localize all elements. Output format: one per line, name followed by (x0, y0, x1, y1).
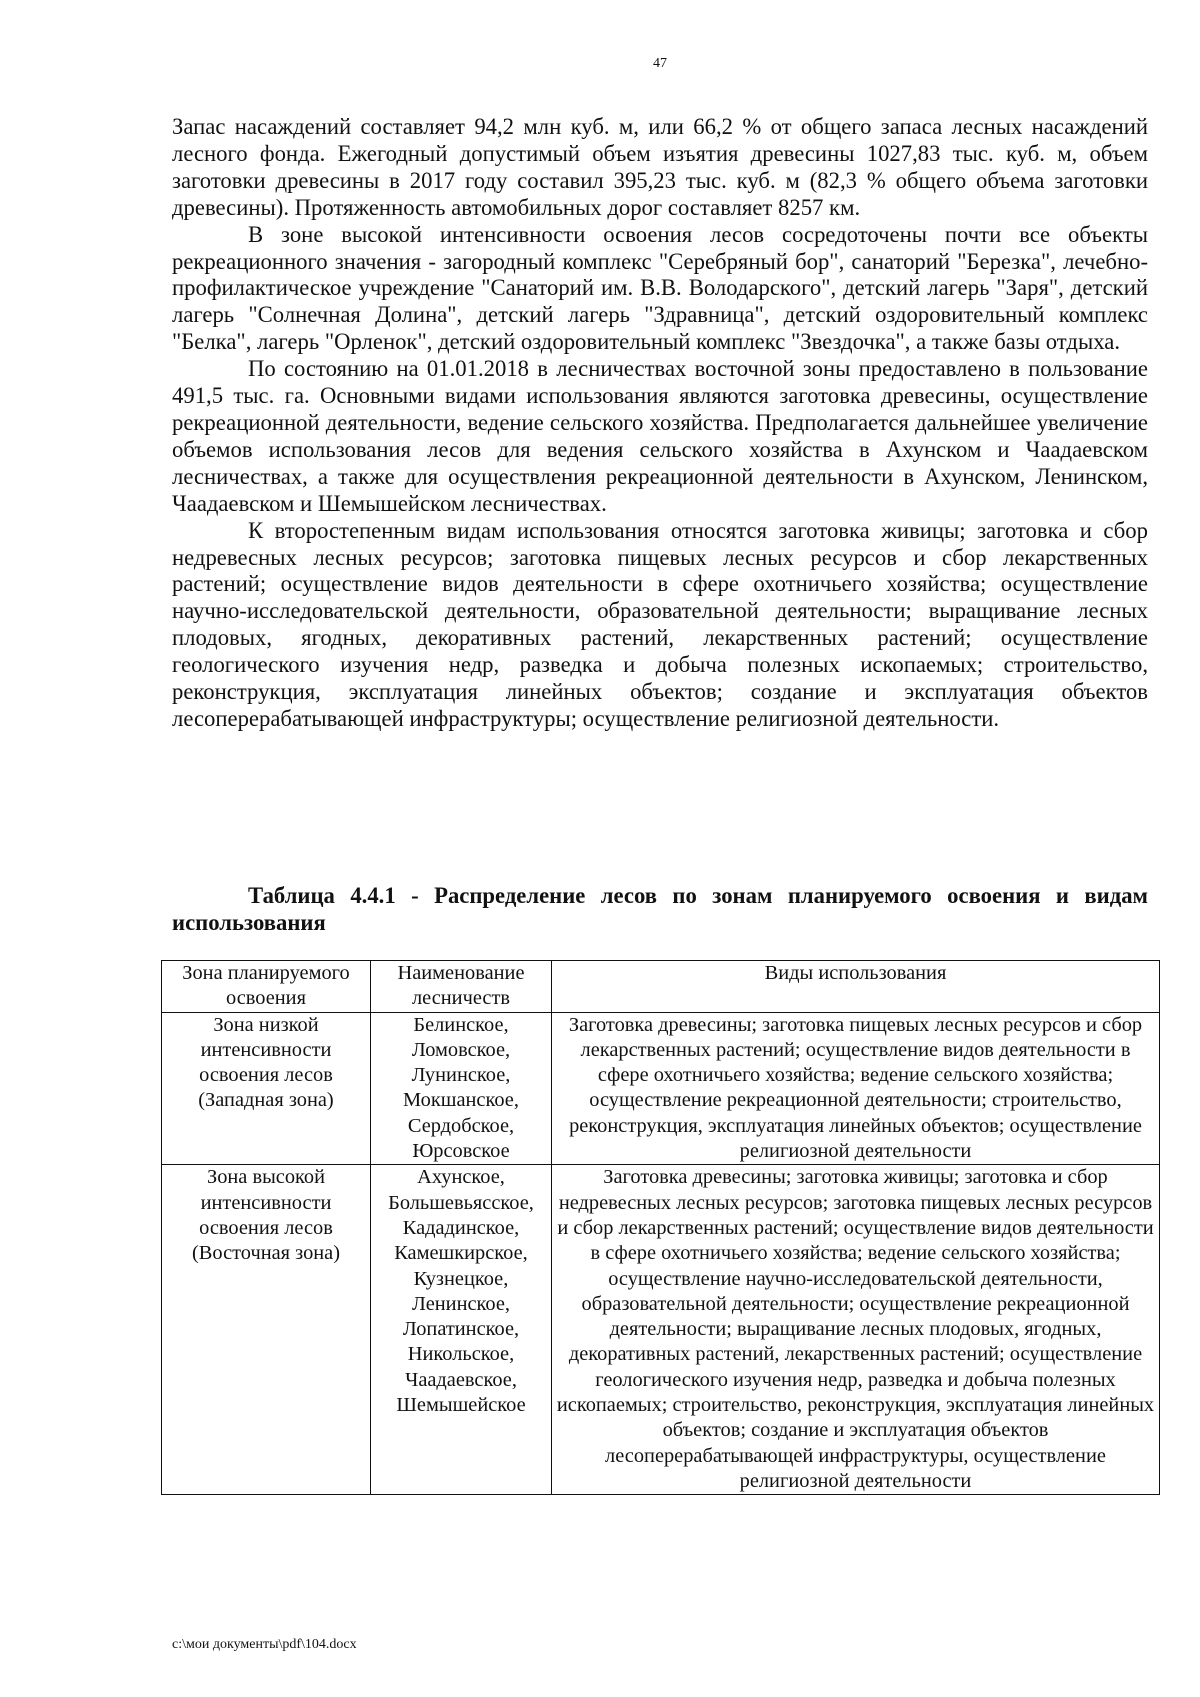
table-row (162, 1165, 1160, 1495)
cell-forestries: Ахунское, Большевьясское, Кададинское, Камешкирское, Кузнецкое, Ленинское, Лопатинское, Никольское, Чаадаевское, Шемышейское (371, 1165, 552, 1495)
cell-forestries: Белинское, Ломовское, Лунинское, Мокшанское, Сердобское, Юрсовское (371, 1012, 552, 1165)
cell-zone: Зона низкой интенсивности освоения лесов (Западная зона) (162, 1012, 371, 1165)
forest-zones-table (161, 960, 1160, 1495)
footer-file-path: c:\мои документы\pdf\104.docx (172, 1637, 357, 1652)
cell-uses: Заготовка древесины; заготовка пищевых лесных ресурсов и сбор лекарственных растений; осуществление видов деятельности в сфере охотничьего хозяйства; ведение сельского хозяйства; осуществление рекреационной деятельности; строительство, реконструкция, эксплуатация линейных объектов; осуществление религиозной деятельности (552, 1012, 1160, 1165)
body-text (172, 114, 1148, 733)
cell-zone: Зона высокой интенсивности освоения лесов (Восточная зона) (162, 1165, 371, 1495)
header-forestries: Наименование лесничеств (371, 961, 552, 1013)
table-caption: Таблица 4.4.1 - Распределение лесов по зонам планируемого освоения и видам использования (172, 883, 1148, 935)
table-row (162, 1012, 1160, 1165)
header-zone: Зона планируемого освоения (162, 961, 371, 1013)
table-header-row (162, 961, 1160, 1013)
paragraph-secondary-uses: К второстепенным видам использования относятся заготовка живицы; заготовка и сбор недревесных лесных ресурсов; заготовка пищевых лесных ресурсов и сбор лекарственных растений; осуществление видов деятельности в сфере охотничьего хозяйства; осуществление научно-исследовательской деятельности, образовательной деятельности; выращивание лесных плодовых, ягодных, декоративных растений, лекарственных растений; осуществление геологического изучения недр, разведка и добыча полезных ископаемых; строительство, реконструкция, эксплуатация линейных объектов; создание и эксплуатация объектов лесоперерабатывающей инфраструктуры; осуществление религиозной деятельности. (172, 517, 1148, 731)
cell-uses: Заготовка древесины; заготовка живицы; заготовка и сбор недревесных лесных ресурсов; заготовка пищевых лесных ресурсов и сбор лекарственных растений; осуществление видов деятельности в сфере охотничьего хозяйства; ведение сельского хозяйства; осуществление научно-исследовательской деятельности, образовательной деятельности; осуществление рекреационной деятельности; выращивание лесных плодовых, ягодных, декоративных растений, лекарственных растений; осуществление геологического изучения недр, разведка и добыча полезных ископаемых; строительство, реконструкция, эксплуатация линейных объектов; создание и эксплуатация объектов лесоперерабатывающей инфраструктуры, осуществление религиозной деятельности (552, 1165, 1160, 1495)
paragraph-usage: По состоянию на 01.01.2018 в лесничествах восточной зоны предоставлено в пользование 491,5 тыс. га. Основными видами использования являются заготовка древесины, осуществление рекреационной деятельности, ведение сельского хозяйства. Предполагается дальнейшее увеличение объемов использования лесов для ведения сельского хозяйства в Ахунском и Чаадаевском лесничествах, а также для осуществления рекреационной деятельности в Ахунском, Ленинском, Чаадаевском и Шемышейском лесничествах. (172, 356, 1148, 516)
header-uses: Виды использования (552, 961, 1160, 1013)
paragraph-stock: Запас насаждений составляет 94,2 млн куб. м, или 66,2 % от общего запаса лесных насаждений лесного фонда. Ежегодный допустимый объем изъятия древесины 1027,83 тыс. куб. м, объем заготовки древесины в 2017 году составил 395,23 тыс. куб. м (82,3 % общего объема заготовки древесины). Протяженность автомобильных дорог составляет 8257 км. (172, 114, 1148, 220)
page-number: 47 (653, 56, 667, 71)
paragraph-recreation: В зоне высокой интенсивности освоения лесов сосредоточены почти все объекты рекреационного значения - загородный комплекс "Серебряный бор", санаторий "Березка", лечебно-профилактическое учреждение "Санаторий им. В.В. Володарского", детский лагерь "Заря", детский лагерь "Солнечная Долина", детский лагерь "Здравница", детский оздоровительный комплекс "Белка", лагерь "Орленок", детский оздоровительный комплекс "Звездочка", а также базы отдыха. (172, 221, 1148, 355)
